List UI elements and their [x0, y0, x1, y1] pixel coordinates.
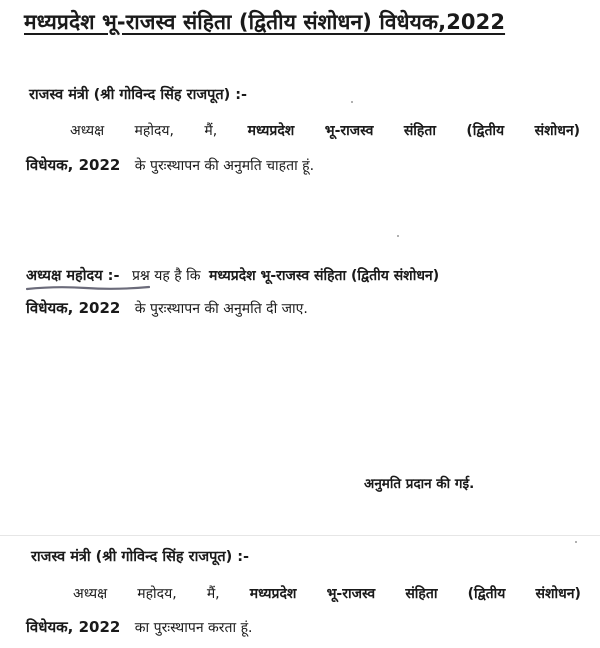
scan-divider — [0, 535, 600, 536]
word: संहिता — [405, 586, 438, 602]
word: मध्यप्रदेश — [247, 123, 295, 139]
speaker-name: अध्यक्ष महोदय :- — [26, 268, 120, 284]
statement-line-2 — [26, 155, 314, 175]
statement-line-1 — [70, 121, 580, 140]
question-text: प्रश्न यह है कि — [131, 268, 201, 284]
statement-line-4 — [26, 617, 252, 637]
word: (द्वितीय — [467, 586, 506, 602]
speaker-revenue-minister-2: राजस्व मंत्री (श्री गोविन्द सिंह राजपूत) :- — [31, 549, 250, 565]
speaker-revenue-minister: राजस्व मंत्री (श्री गोविन्द सिंह राजपूत) :- — [29, 87, 248, 103]
word: संहिता — [403, 123, 436, 139]
word: मध्यप्रदेश — [249, 586, 297, 602]
pen-underline-mark — [26, 284, 150, 292]
word: संशोधन) — [535, 586, 581, 602]
speaker-line-speaker — [26, 265, 439, 285]
statement-text: का पुरःस्थापन करता हूं. — [134, 620, 253, 636]
document-title: मध्यप्रदेश भू-राजस्व संहिता (द्वितीय संशोधन) विधेयक,2022 — [24, 10, 506, 34]
bill-year: विधेयक, 2022 — [26, 618, 121, 636]
word: संशोधन) — [534, 123, 580, 139]
bill-year: विधेयक, 2022 — [26, 299, 121, 317]
word: (द्वितीय — [466, 123, 505, 139]
scan-speck — [351, 101, 353, 103]
word: अध्यक्ष — [70, 123, 105, 139]
bill-title-inline: मध्यप्रदेश भू-राजस्व संहिता (द्वितीय संशोधन) — [208, 268, 440, 284]
question-text-2: के पुरःस्थापन की अनुमति दी जाए. — [134, 301, 308, 317]
word: मैं, — [204, 123, 218, 139]
bill-year: विधेयक, 2022 — [26, 156, 121, 174]
question-line-2 — [26, 298, 308, 318]
word: मैं, — [206, 586, 220, 602]
word: भू-राजस्व — [326, 586, 376, 602]
word: भू-राजस्व — [324, 123, 374, 139]
word: महोदय, — [137, 586, 177, 602]
approval-note: अनुमति प्रदान की गई. — [364, 476, 475, 492]
scan-speck — [575, 541, 577, 543]
statement-text: के पुरःस्थापन की अनुमति चाहता हूं. — [134, 158, 315, 174]
scan-speck — [397, 235, 399, 237]
word: अध्यक्ष — [73, 586, 108, 602]
statement-line-3 — [73, 584, 581, 603]
word: महोदय, — [134, 123, 174, 139]
